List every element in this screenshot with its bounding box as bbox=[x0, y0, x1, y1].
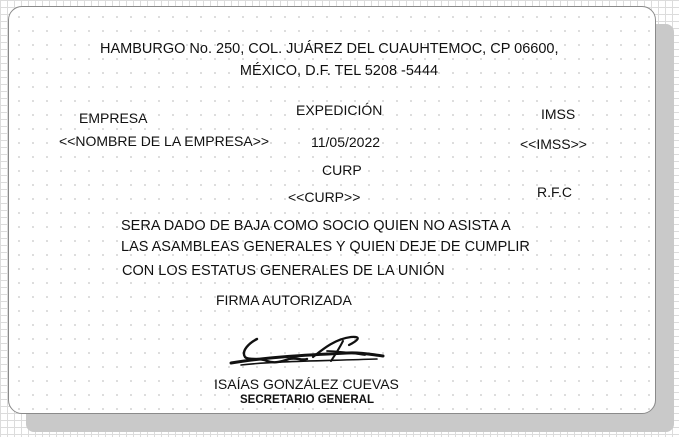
address-line-1: HAMBURGO No. 250, COL. JUÁREZ DEL CUAUHTEMOC, CP 06600, bbox=[100, 41, 559, 57]
empresa-value: <<NOMBRE DE LA EMPRESA>> bbox=[59, 133, 270, 149]
expedicion-value: 11/05/2022 bbox=[311, 134, 381, 150]
notice-line-2: LAS ASAMBLEAS GENERALES Y QUIEN DEJE DE CUMPLIR bbox=[121, 239, 530, 255]
signature-label: FIRMA AUTORIZADA bbox=[216, 292, 352, 308]
signatory-title: SECRETARIO GENERAL bbox=[240, 394, 374, 406]
curp-value: <<CURP>> bbox=[288, 189, 361, 205]
notice-line-3: CON LOS ESTATUS GENERALES DE LA UNIÓN bbox=[122, 263, 445, 279]
address-line-2: MÉXICO, D.F. TEL 5208 -5444 bbox=[239, 63, 439, 79]
handwritten-signature bbox=[227, 331, 387, 373]
empresa-label: EMPRESA bbox=[79, 110, 148, 126]
curp-label: CURP bbox=[322, 162, 362, 178]
id-card bbox=[8, 6, 656, 414]
notice-line-1: SERA DADO DE BAJA COMO SOCIO QUIEN NO ASISTA A bbox=[121, 218, 511, 234]
expedicion-label: EXPEDICIÓN bbox=[296, 102, 383, 118]
imss-value: <<IMSS>> bbox=[520, 136, 587, 152]
signatory-name: ISAÍAS GONZÁLEZ CUEVAS bbox=[214, 376, 399, 392]
rfc-label: R.F.C bbox=[537, 184, 572, 200]
imss-label: IMSS bbox=[541, 106, 576, 122]
